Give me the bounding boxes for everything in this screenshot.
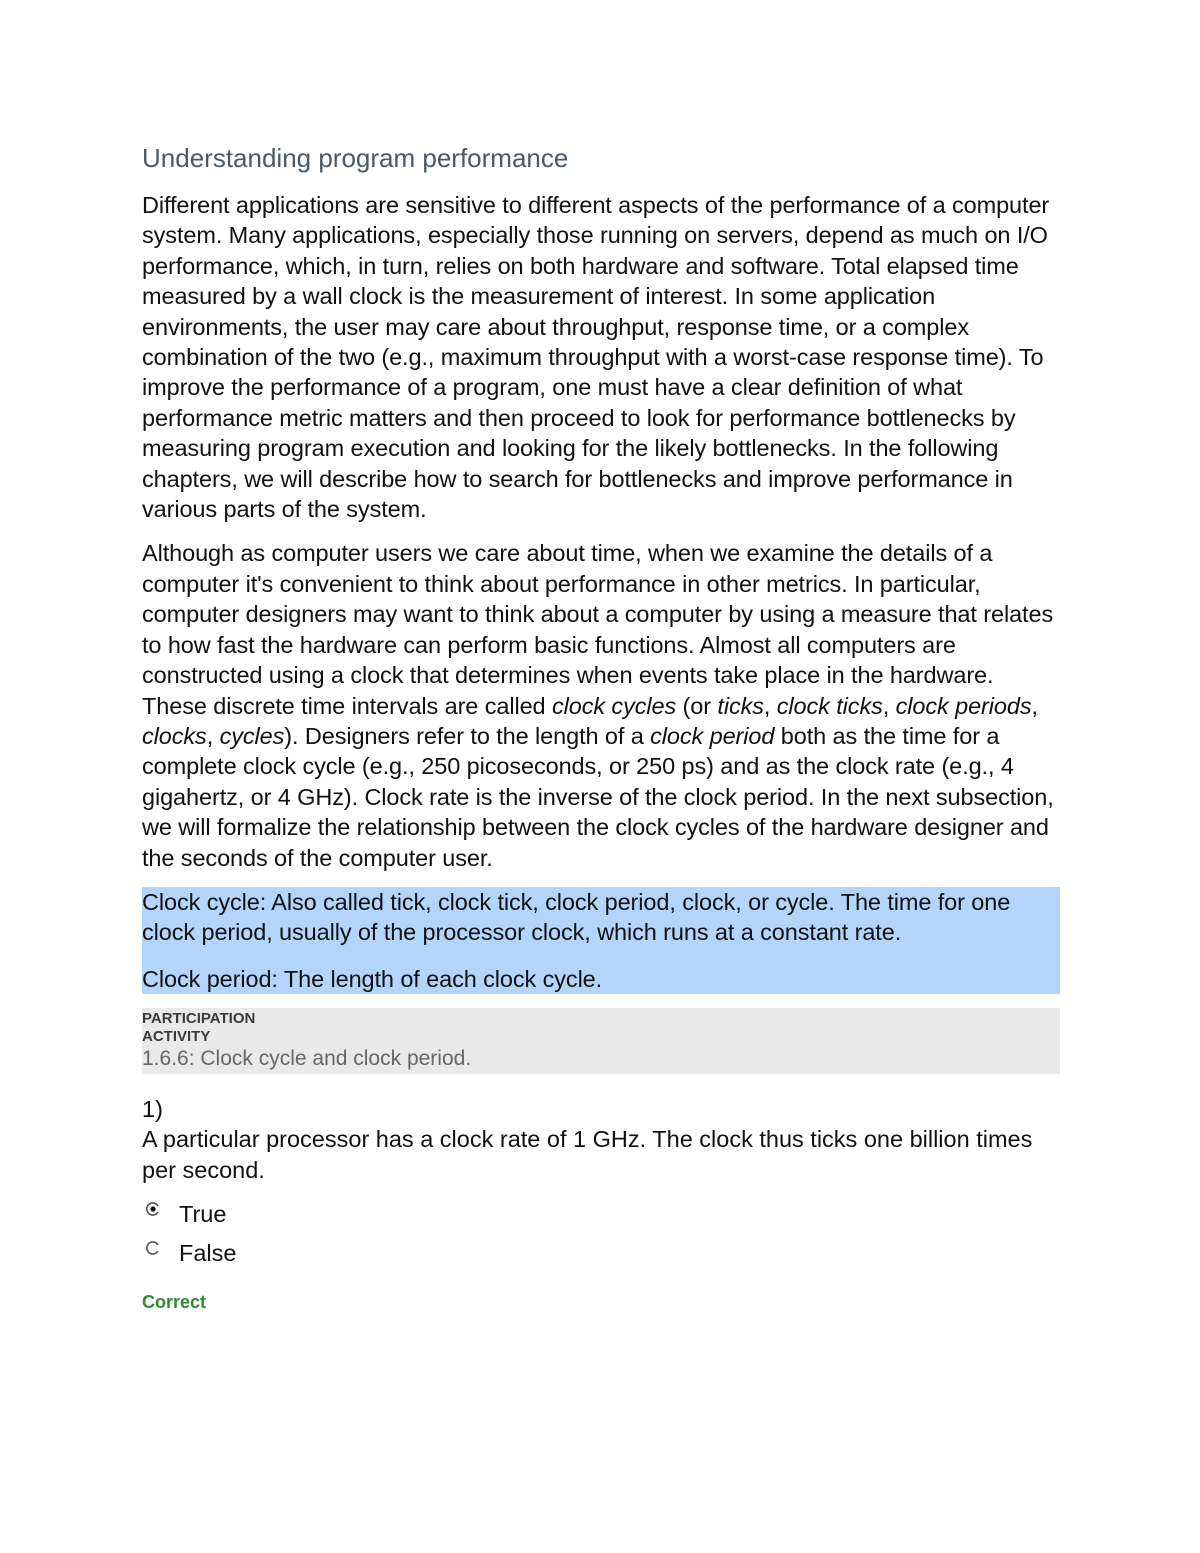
term-clocks: clocks xyxy=(142,722,207,749)
feedback-correct: Correct xyxy=(142,1291,207,1312)
radio-unselected-icon[interactable] xyxy=(145,1240,161,1256)
definition-clock-period: Clock period: The length of each clock cycle. xyxy=(142,965,603,992)
option-label-false: False xyxy=(179,1240,237,1267)
option-true[interactable] xyxy=(142,1195,1060,1234)
paragraph-text: (or xyxy=(676,692,718,719)
definition-clock-cycle: Clock cycle: Also called tick, clock tick, clock period, clock, or cycle. The time for one clock period, usually of the processor clock, which runs at a constant rate. xyxy=(142,888,1011,946)
term-cycles: cycles xyxy=(219,722,285,749)
question-text: A particular processor has a clock rate of 1 GHz. The clock thus ticks one billion times per second. xyxy=(142,1126,1033,1183)
paragraph-text: Although as computer users we care about time, when we examine the details of a computer it's convenient to think about performance in other metrics. In particular, computer designers may want to think about a computer by using a measure that relates to how fast the hardware can perform basic functions. Almost all computers are constructed using a clock that determines when events take place in the hardware. These discrete time intervals are called xyxy=(142,540,1054,719)
paragraph-clock-cycles xyxy=(142,538,1060,872)
paragraph-text: , xyxy=(1031,692,1038,719)
question-number: 1) xyxy=(142,1096,163,1123)
question-1 xyxy=(142,1094,1060,1313)
activity-kicker-line1: PARTICIPATION xyxy=(142,1010,256,1028)
term-clock-periods: clock periods xyxy=(895,692,1032,719)
option-label-true: True xyxy=(179,1201,227,1228)
term-clock-cycles: clock cycles xyxy=(551,692,677,719)
paragraph-text: , xyxy=(206,722,220,749)
activity-kicker xyxy=(142,1010,1060,1046)
paragraph-program-performance: Different applications are sensitive to different aspects of the performance of a computer system. Many applications, especially those running on servers, depend as much on I/O performance, which, in turn, relies on both hardware and software. Total elapsed time measured by a wall clock is the measurement of interest. In some application environments, the user may care about throughput, response time, or a complex combination of the two (e.g., maximum throughput with a worst-case response time). To improve the performance of a program, one must have a clear definition of what performance metric matters and then proceed to look for performance bottlenecks by measuring program execution and looking for the likely bottlenecks. In the following chapters, we will describe how to search for bottlenecks and improve performance in various parts of the system. xyxy=(142,192,1050,523)
paragraph-text: ). Designers refer to the length of a xyxy=(284,722,651,749)
definitions-highlight-box xyxy=(142,887,1060,994)
term-clock-ticks: clock ticks xyxy=(776,692,883,719)
page-content xyxy=(142,140,1060,1313)
activity-title: 1.6.6: Clock cycle and clock period. xyxy=(142,1047,472,1071)
paragraph-text: , xyxy=(882,692,896,719)
paragraph-text: both as the time for a complete clock cycle (e.g., 250 picoseconds, or 250 ps) and as the clock rate (e.g., 4 gigahertz, or 4 GHz). Clock rate is the inverse of the clock period. In the next subsection, we will formalize the relationship between the clock cycles of the hardware designer and the seconds of the computer user. xyxy=(142,722,1054,871)
option-false[interactable] xyxy=(142,1234,1060,1273)
paragraph-text: , xyxy=(763,692,777,719)
section-title: Understanding program performance xyxy=(142,143,569,173)
radio-selected-icon[interactable] xyxy=(145,1201,161,1217)
answer-options xyxy=(142,1195,1060,1273)
term-clock-period: clock period xyxy=(650,722,775,749)
term-ticks: ticks xyxy=(717,692,764,719)
activity-kicker-line2: ACTIVITY xyxy=(142,1028,211,1046)
participation-activity-header xyxy=(142,1008,1060,1074)
